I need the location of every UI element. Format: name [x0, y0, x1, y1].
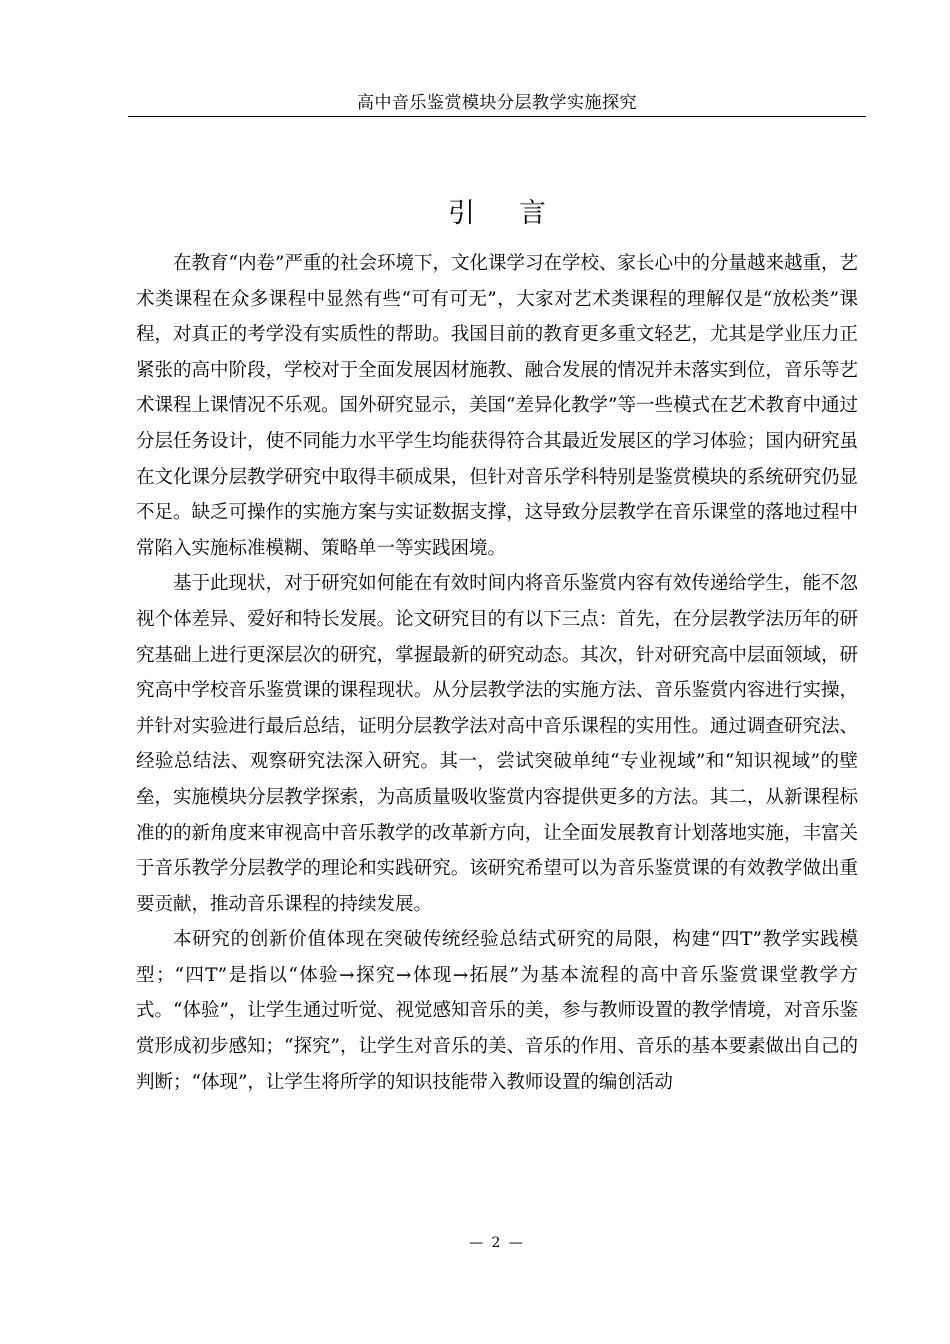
paragraph-2: 基于此现状，对于研究如何能在有效时间内将音乐鉴赏内容有效传递给学生，能不忽视个体差异、爱好和特长发展。论文研究目的有以下三点：首先，在分层教学法历年的研究基础上进行更深层次的研究，掌握最新的研究动态。其次，针对研究高中层面领域，研究高中学校音乐鉴赏课的课程现状。从分层教学法的实施方法、音乐鉴赏内容进行实操，并针对实验进行最后总结，证明分层教学法对高中音乐课程的实用性。通过调查研究法、经验总结法、观察研究法深入研究。其一，尝试突破单纯“专业视域”和“知识视域”的壁垒，实施模块分层教学探索，为高质量吸收鉴赏内容提供更多的方法。其二，从新课程标准的的新角度来审视高中音乐教学的改革新方向，让全面发展教育计划落地实施，丰富关于音乐教学分层教学的理论和实践研究。该研究希望可以为音乐鉴赏课的有效教学做出重要贡献，推动音乐课程的持续发展。: [136, 573, 858, 915]
body-text: [136, 246, 858, 1100]
paragraph-3: 本研究的创新价值体现在突破传统经验总结式研究的局限，构建“四T”教学实践模型；“四T”是指以“体验→探究→体现→拓展”为基本流程的高中音乐鉴赏课堂教学方式。“体验”，让学生通过听觉、视觉感知音乐的美，参与教师设置的教学情境，对音乐鉴赏形成初步感知；“探究”，让学生对音乐的美、音乐的作用、音乐的基本要素做出自己的判断；“体现”，让学生将所学的知识技能带入教师设置的编创活动: [136, 929, 858, 1093]
running-header: 高中音乐鉴赏模块分层教学实施探究: [357, 93, 637, 113]
page-number: — 2 —: [469, 1235, 525, 1251]
paragraph-1: 在教育“内卷”严重的社会环境下，文化课学习在学校、家长心中的分量越来越重，艺术类课程在众多课程中显然有些“可有可无”，大家对艺术类课程的理解仅是“放松类”课程，对真正的考学没有实质性的帮助。我国目前的教育更多重文轻艺，尤其是学业压力正紧张的高中阶段，学校对于全面发展因材施教、融合发展的情况并未落实到位，音乐等艺术课程上课情况不乐观。国外研究显示，美国“差异化教学”等一些模式在艺术教育中通过分层任务设计，使不同能力水平学生均能获得符合其最近发展区的学习体验；国内研究虽在文化课分层教学研究中取得丰硕成果，但针对音乐学科特别是鉴赏模块的系统研究仍显不足。缺乏可操作的实施方案与实证数据支撑，这导致分层教学在音乐课堂的落地过程中常陷入实施标准模糊、策略单一等实践困境。: [136, 253, 858, 559]
section-title: 引言: [448, 198, 590, 229]
header-rule: [128, 116, 866, 117]
